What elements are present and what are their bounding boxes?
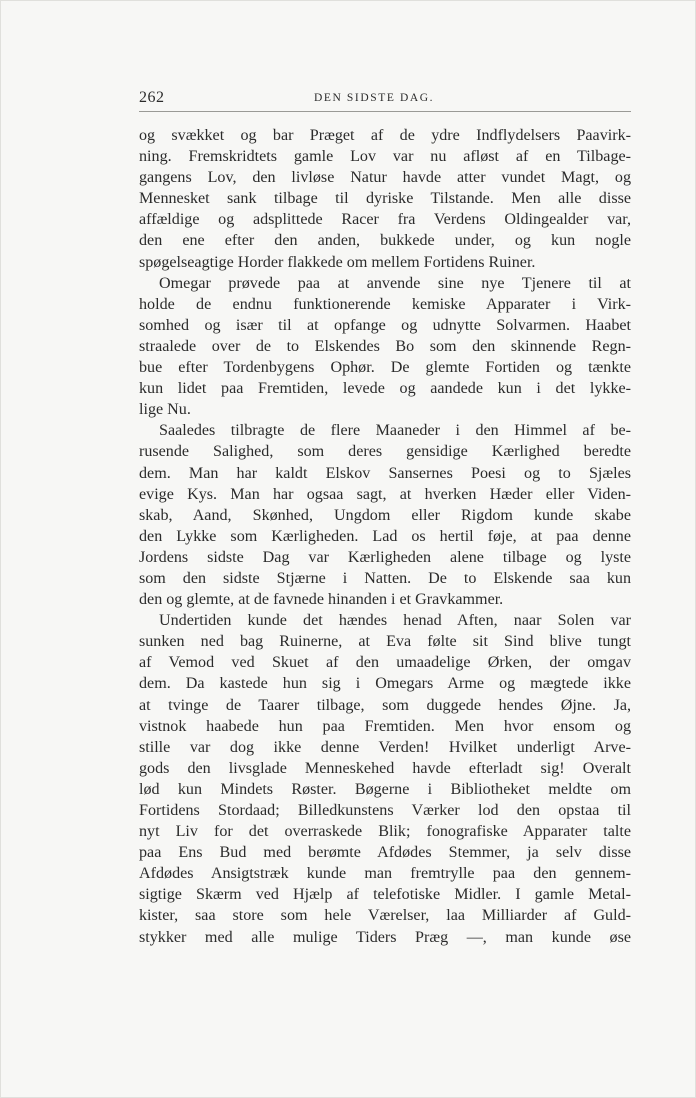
text-line: kister, saa store som hele Værelser, laa Milliarder af Guld- [139,907,631,925]
text-line: sunken ned bag Ruinerne, at Eva følte sit Sind blive tungt [139,633,631,651]
text-line: spøgelseagtige Horder flakkede om mellem Fortidens Ruiner. [139,253,536,271]
text-line: den og glemte, at de favnede hinanden i et Gravkammer. [139,591,504,609]
text-line: Mennesket sank tilbage til dyriske Tilstande. Men alle disse [139,190,631,208]
text-line: lød kun Mindets Røster. Bøgerne i Bibliotheket meldte om [139,780,631,798]
text-line: at tvinge de Taarer tilbage, som duggede hendes Øjne. Ja, [139,696,631,714]
text-line: som den sidste Stjærne i Natten. De to Elskende saa kun [139,569,631,587]
text-line: straalede over de to Elskendes Bo som den skinnende Regn- [139,337,631,355]
text-line: ning. Fremskridtets gamle Lov var nu afløst af en Tilbage- [139,148,631,166]
text-line: den ene efter den anden, bukkede under, og kun nogle [139,232,631,250]
text-line: og svækket og bar Præget af de ydre Indflydelsers Paavirk- [139,127,631,144]
page-header [139,89,631,112]
text-line: kun lidet paa Fremtiden, levede og aandede kun i det lykke- [139,380,631,398]
text-line: Undertiden kunde det hændes henad Aften, naar Solen var [159,612,631,630]
text-line: den Lykke som Kærligheden. Lad os hertil føje, at paa denne [139,527,631,545]
text-line: sigtige Skærm ved Hjælp af telefotiske Midler. I gamle Metal- [139,886,631,904]
text-line: gangens Lov, den livløse Natur havde atter vundet Magt, og [139,169,631,187]
page-number: 262 [139,89,165,106]
text-line: dem. Da kastede hun sig i Omegars Arme og mægtede ikke [139,675,631,693]
text-line: Afdødes Ansigtstræk kunde man fremtrylle paa den gennem- [139,865,631,883]
text-line: evige Kys. Man har ogsaa sagt, at hverken Hæder eller Viden- [139,485,631,503]
text-line: Jordens sidste Dag var Kærligheden alene tilbage og lyste [139,548,631,566]
text-line: bue efter Tordenbygens Ophør. De glemte Fortiden og tænkte [139,359,631,377]
body-text [139,125,631,948]
text-line: Saaledes tilbragte de flere Maaneder i den Himmel af be- [159,422,631,440]
text-line: lige Nu. [139,401,191,419]
text-line: nyt Liv for det overraskede Blik; fonografiske Apparater talte [139,823,631,841]
text-line: gods den livsglade Menneskehed havde efterladt sig! Overalt [139,759,631,777]
text-line: paa Ens Bud med berømte Afdødes Stemmer, ja selv disse [139,844,631,862]
text-line: vistnok haabede hun paa Fremtiden. Men hvor ensom og [139,717,631,735]
text-line: af Vemod ved Skuet af den umaadelige Ørken, der omgav [139,654,631,672]
text-line: stille var dog ikke denne Verden! Hvilket underligt Arve- [139,738,631,756]
text-line: holde de endnu funktionerende kemiske Apparater i Virk- [139,295,631,313]
text-line: Omegar prøvede paa at anvende sine nye Tjenere til at [159,274,631,292]
text-line: dem. Man har kaldt Elskov Sansernes Poesi og to Sjæles [139,464,631,482]
text-line: Fortidens Stordaad; Billedkunstens Værker lod den opstaa til [139,802,631,819]
running-head: DEN SIDSTE DAG. [314,92,435,104]
text-line: affældige og adsplittede Racer fra Verdens Oldingealder var, [139,211,631,229]
text-line: skab, Aand, Skønhed, Ungdom eller Rigdom kunde skabe [139,506,631,524]
text-line: rusende Salighed, som deres gensidige Kærlighed beredte [139,443,631,461]
text-line: somhed og især til at opfange og udnytte Solvarmen. Haabet [139,316,631,334]
text-line: stykker med alle mulige Tiders Præg —, man kunde øse [139,928,631,946]
